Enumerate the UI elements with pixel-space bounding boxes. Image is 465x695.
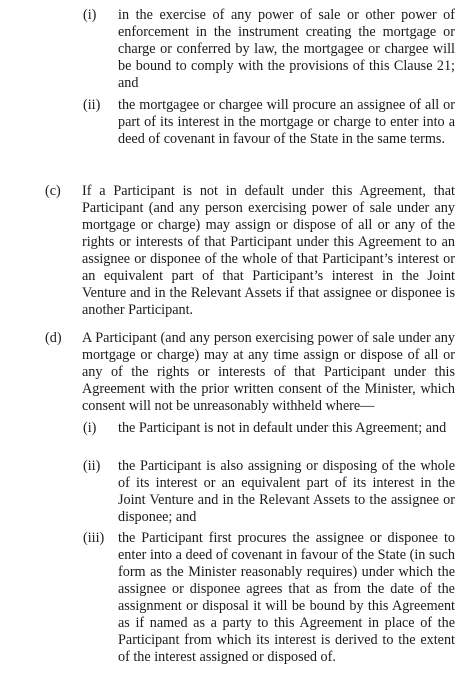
clause-text: A Participant (and any person exercising power of sale under any mortgage or charge) may at any time assign or dispose of all or any of the rights or interests of that Participant under this Agreement with the prior written consent of the Minister, which consent will not be unreasonably withheld where—	[82, 330, 455, 414]
subclause-label: (i)	[83, 7, 97, 23]
subclause-i-enforcement	[83, 7, 455, 92]
subclause-text: the Participant first procures the assignee or disponee to enter into a deed of covenant in favour of the State (in such form as the Minister reasonably requires) under which the assignee or disponee agrees that as from the date of the assignment or disposal it will be bound by this Agreement as if named as a party to this Agreement in place of the Participant from which its interest is derived to the extent of the interest assigned or disposed of.	[118, 530, 455, 665]
subclause-label: (iii)	[83, 530, 105, 546]
subclause-label: (ii)	[83, 97, 101, 113]
clause-label: (c)	[45, 183, 61, 199]
subclause-text: in the exercise of any power of sale or other power of enforcement in the instrument creating the mortgage or charge or conferred by law, the mortgagee or chargee will be bound to comply with the provisions of this Clause 21; and	[118, 7, 455, 91]
clause-d-subclause-i	[83, 420, 455, 437]
subclause-text: the Participant is not in default under this Agreement; and	[118, 420, 447, 436]
clause-c	[45, 183, 455, 319]
clause-d-subclause-ii	[83, 458, 455, 526]
subclause-ii-procure-assignee	[83, 97, 455, 148]
subclause-label: (i)	[83, 420, 97, 436]
subclause-label: (ii)	[83, 458, 101, 474]
clause-label: (d)	[45, 330, 62, 346]
clause-d	[45, 330, 455, 415]
clause-text: If a Participant is not in default under this Agreement, that Participant (and any person exercising power of sale under any mortgage or charge) may assign or dispose of all or any of the rights or interests of that Participant under this Agreement to an assignee or disponee of the whole of that Participant’s interest or an equivalent part of that Participant’s interest in the Joint Venture and in the Relevant Assets if that assignee or disponee is another Participant.	[82, 183, 455, 318]
subclause-text: the Participant is also assigning or disposing of the whole of its interest or an equivalent part of its interest in the Joint Venture and in the Relevant Assets to the assignee or disponee; and	[118, 458, 455, 525]
subclause-text: the mortgagee or chargee will procure an assignee of all or part of its interest in the mortgage or charge to enter into a deed of covenant in favour of the State in the same terms.	[118, 97, 455, 147]
clause-d-subclause-iii	[83, 530, 455, 666]
